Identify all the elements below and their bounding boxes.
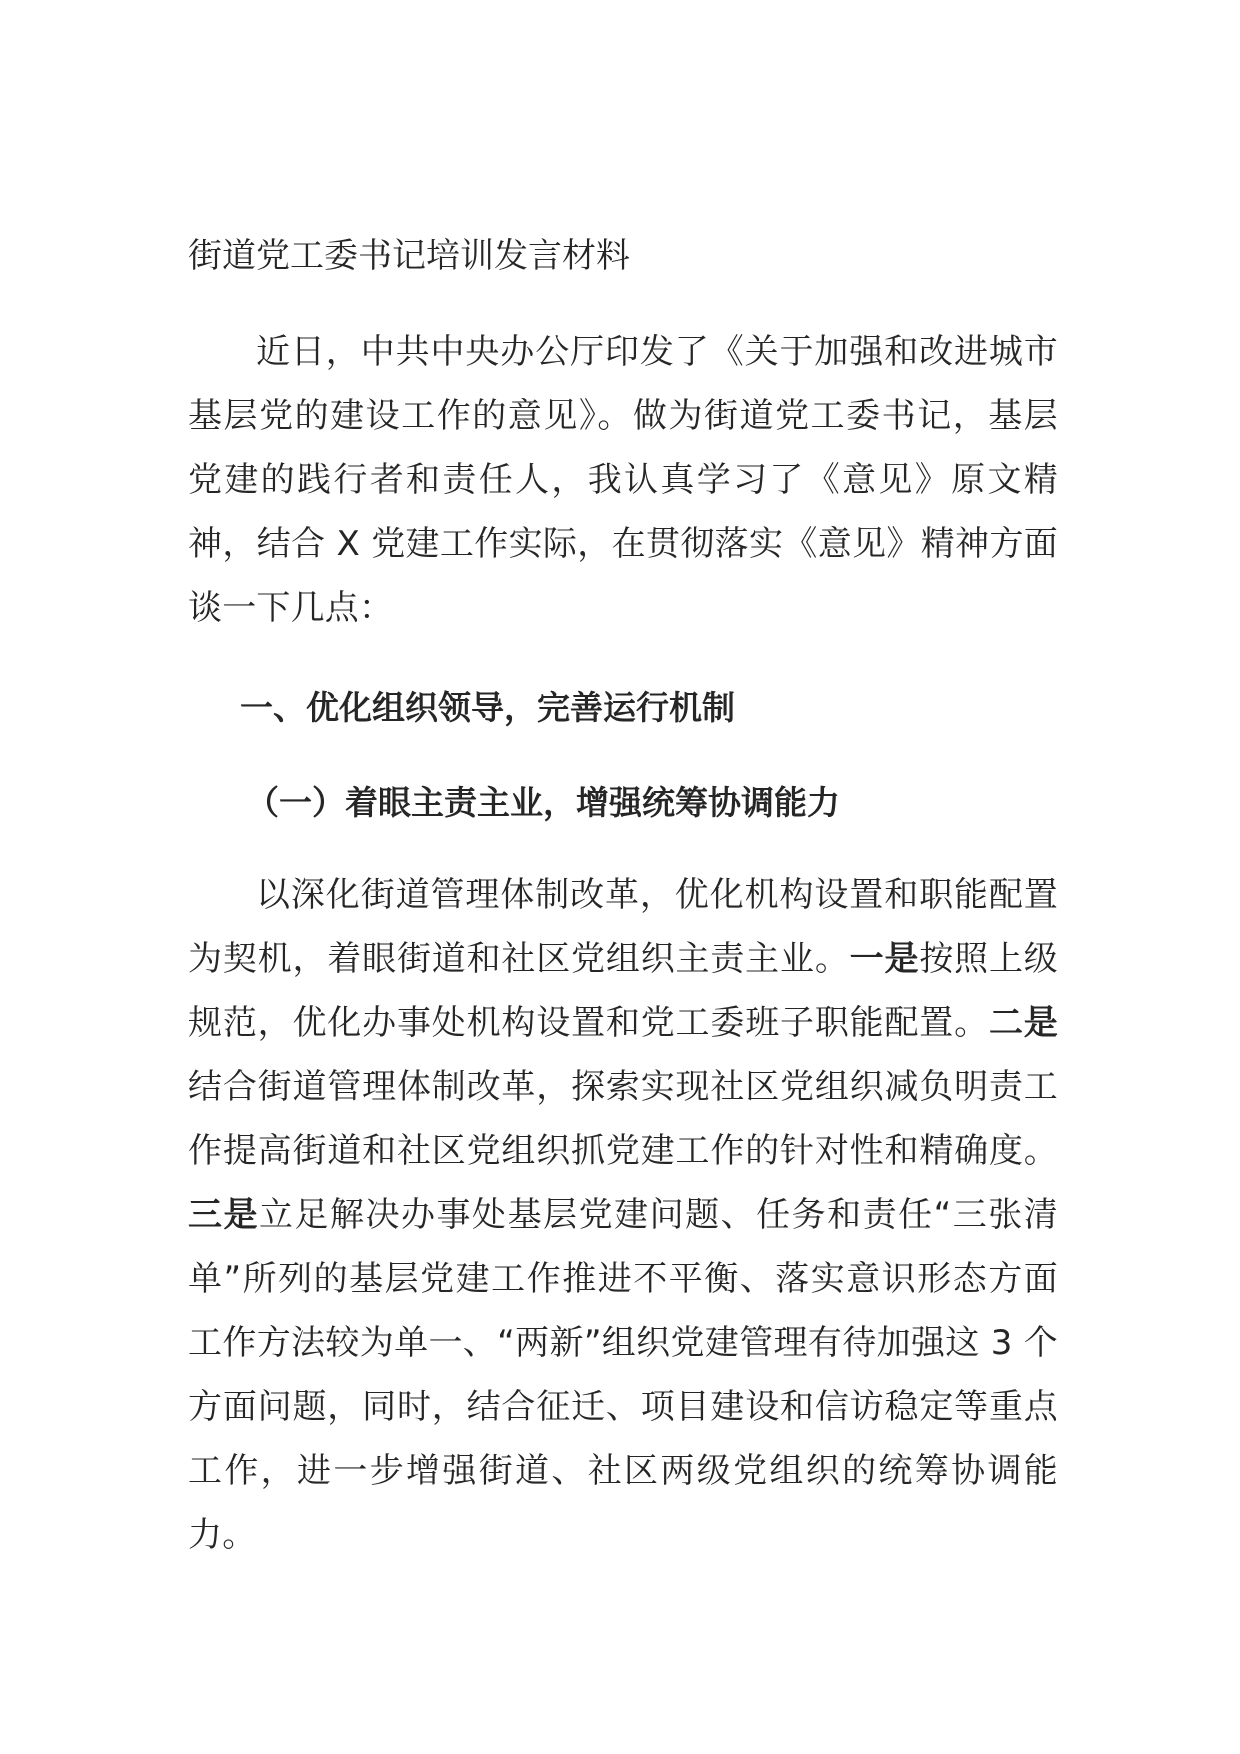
intro-paragraph: 近日，中共中央办公厅印发了《关于加强和改进城市基层党的建设工作的意见》。做为街道党工委书记，基层党建的践行者和责任人，我认真学习了《意见》原文精神，结合 X 党建工作实际，在贯彻落实《意见》精神方面谈一下几点： — [188, 332, 1058, 628]
section-heading-1: 一、优化组织领导，完善运行机制 — [240, 688, 735, 727]
document-page — [188, 0, 1058, 1754]
point-1-text: 按照上级规范，优化办事处机构设置和党工委班子职能配置。 — [188, 939, 1058, 1043]
point-3-label: 三是 — [188, 1195, 260, 1235]
body-paragraph — [188, 863, 1058, 1567]
point-2-text: 结合街道管理体制改革，探索实现社区党组织减负明责工作提高街道和社区党组织抓党建工作的针对性和精确度。 — [188, 1067, 1058, 1171]
point-1-label: 一是 — [849, 939, 920, 979]
subsection-heading-1: （一）着眼主责主业，增强统筹协调能力 — [246, 783, 840, 822]
point-3-text: 立足解决办事处基层党建问题、任务和责任“三张清单”所列的基层党建工作推进不平衡、落实意识形态方面工作方法较为单一、“两新”组织党建管理有待加强这 3 个方面问题，同时，结合征迁、项目建设和信访稳定等重点工作，进一步增强街道、社区两级党组织的统筹协调能力。 — [188, 1195, 1058, 1555]
paragraph-intro-text: 以深化街道管理体制改革，优化机构设置和职能配置为契机，着眼街道和社区党组织主责主业。 — [188, 875, 1058, 979]
point-2-label: 二是 — [988, 1003, 1058, 1043]
document-title: 街道党工委书记培训发言材料 — [188, 236, 630, 276]
